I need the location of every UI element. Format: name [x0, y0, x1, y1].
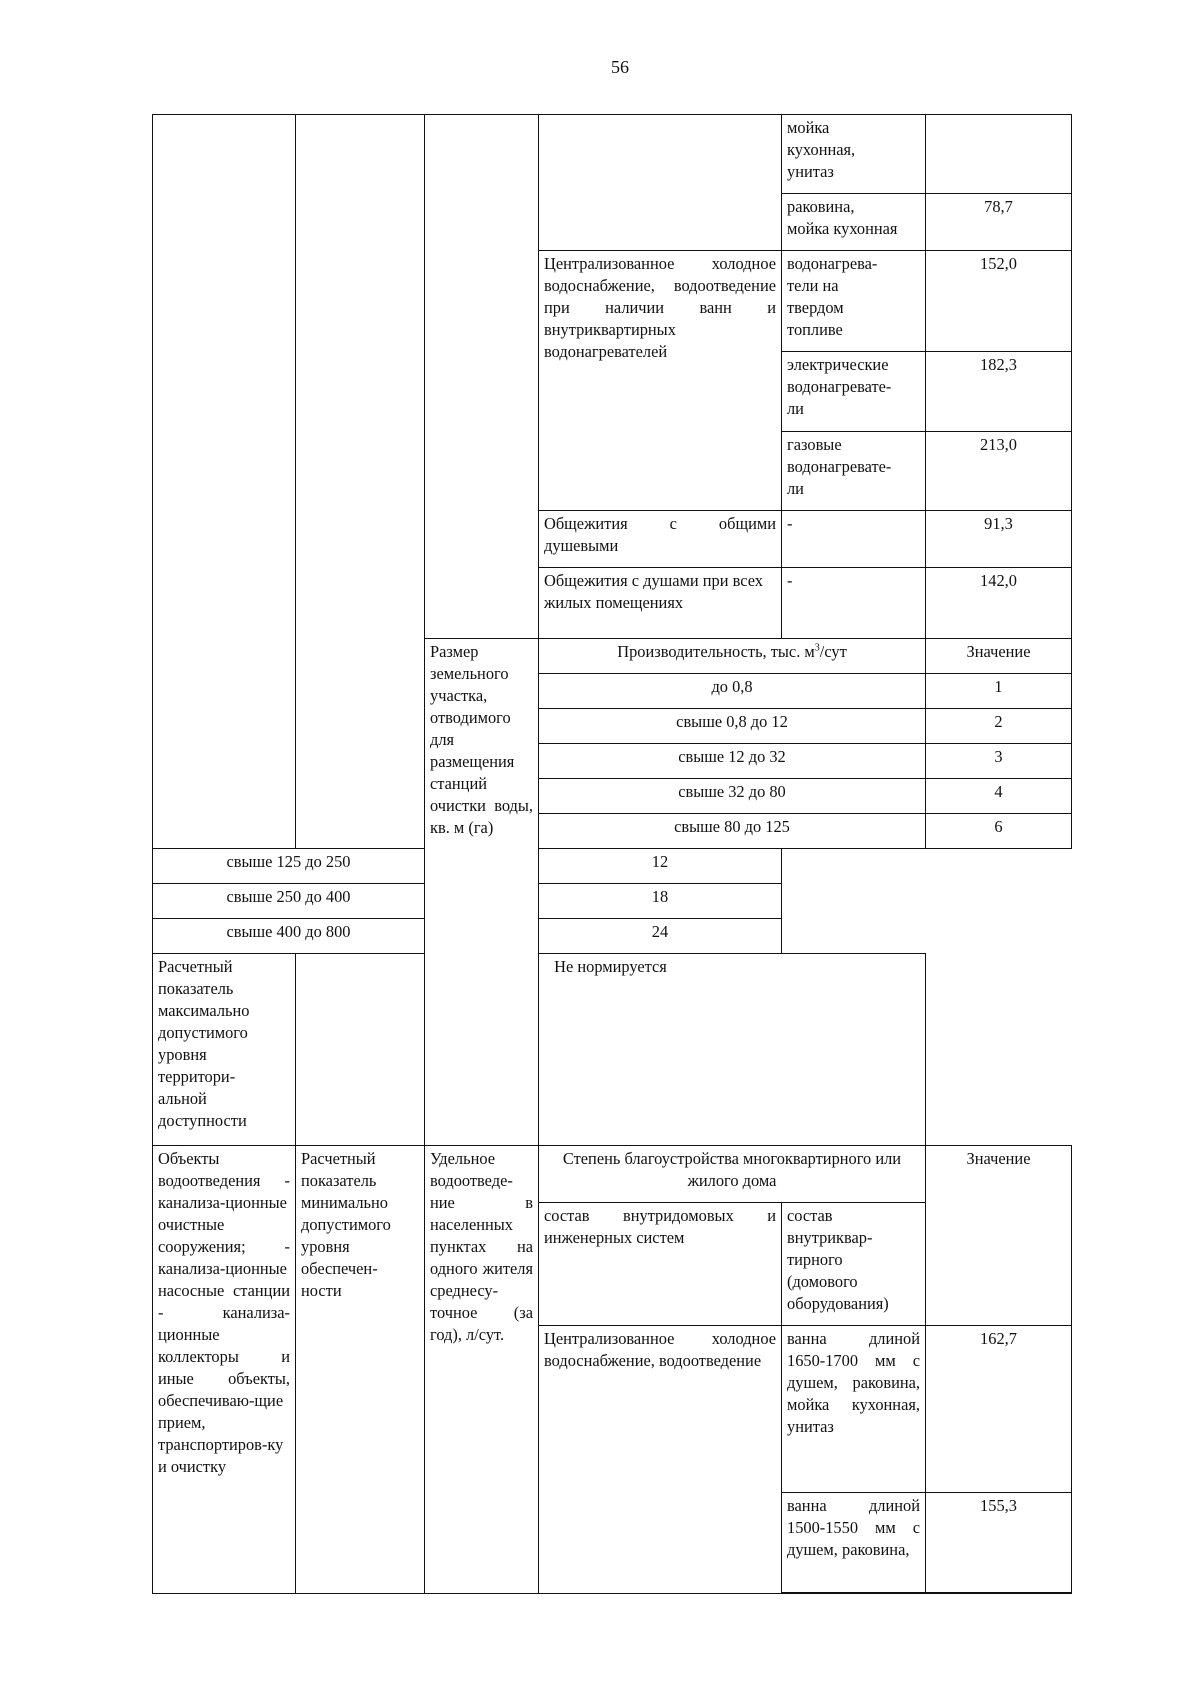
value-cell: 18	[539, 884, 782, 919]
value-header: Значение	[926, 639, 1072, 674]
table-row	[153, 919, 1072, 954]
accessibility-value: Не нормируется	[296, 954, 926, 1146]
table-row	[153, 849, 1072, 884]
value-cell: 6	[926, 814, 1072, 849]
capacity-cell: свыше 250 до 400	[153, 884, 425, 919]
capacity-cell: свыше 32 до 80	[539, 779, 926, 814]
accessibility-label: Расчетный показатель максимально допустимого уровня территори- альной доступности	[153, 954, 296, 1146]
value-cell: 2	[926, 709, 1072, 744]
capacity-header-text: Производительность, тыс. м	[617, 642, 815, 661]
table-row	[153, 1146, 1072, 1203]
description-cell: Централизованное холодное водоснабжение, водоотведение при наличии ванн и внутриквартирных водонагревателей	[539, 251, 782, 511]
capacity-header	[539, 639, 926, 674]
capacity-cell: свыше 0,8 до 12	[539, 709, 926, 744]
value-cell: 4	[926, 779, 1072, 814]
capacity-cell: до 0,8	[539, 674, 926, 709]
capacity-header-unit: /сут	[819, 642, 847, 661]
empty-cell	[926, 1593, 1072, 1594]
wastewater-objects-label: Объекты водоотведения - канализа-ционные очистные сооружения; - канализа-ционные насосные станции - канализа-ционные коллекторы и иные объекты, обеспечиваю-щие прием, транспортиров-ку и очистку	[153, 1146, 296, 1594]
systems-header: состав внутридомовых и инженерных систем	[539, 1203, 782, 1326]
value-cell: 24	[539, 919, 782, 954]
description-cell: Общежития с душами при всех жилых помещениях	[539, 568, 782, 639]
norms-table	[152, 114, 1072, 1594]
capacity-cell: свыше 400 до 800	[153, 919, 425, 954]
equipment-cell: водонагрева- тели на твердом топливе	[782, 251, 926, 352]
empty-cell	[539, 115, 782, 251]
equipment-cell: электрические водонагревате- ли	[782, 352, 926, 432]
capacity-cell: свыше 125 до 250	[153, 849, 425, 884]
equipment-cell: ванна длиной 1650-1700 мм с душем, раковина, мойка кухонная, унитаз	[782, 1326, 926, 1493]
value-cell: 3	[926, 744, 1072, 779]
page-number: 56	[611, 57, 629, 77]
description-cell: Общежития с общими душевыми	[539, 511, 782, 568]
equipment-cell: газовые водонагревате- ли	[782, 432, 926, 511]
capacity-cell: свыше 80 до 125	[539, 814, 926, 849]
empty-cell	[782, 1593, 926, 1594]
land-plot-label: Размер земельного участка, отводимого для размещения станций очистки воды, кв. м (га)	[425, 639, 539, 1146]
value-cell: 91,3	[926, 511, 1072, 568]
empty-cell	[153, 115, 296, 849]
value-cell: 213,0	[926, 432, 1072, 511]
equipment-cell: мойка кухонная, унитаз	[782, 115, 926, 194]
empty-cell	[296, 115, 425, 849]
equipment-cell: раковина, мойка кухонная	[782, 194, 926, 251]
value-cell: 1	[926, 674, 1072, 709]
value-cell: 152,0	[926, 251, 1072, 352]
improvement-header: Степень благоустройства многоквартирного или жилого дома	[539, 1146, 926, 1203]
table-row	[153, 954, 1072, 1146]
value-cell: 182,3	[926, 352, 1072, 432]
capacity-cell: свыше 12 до 32	[539, 744, 926, 779]
capacity-header-sup: 3	[814, 642, 820, 654]
wastewater-specific-label: Удельное водоотведе-ние в населенных пунктах на одного жителя среднесу-точное (за год), л/сут.	[425, 1146, 539, 1594]
equipment-cell: -	[782, 568, 926, 639]
table-row	[153, 115, 1072, 194]
equipment-cell: ванна длиной 1500-1550 мм с душем, раковина,	[782, 1493, 926, 1593]
value-cell: 78,7	[926, 194, 1072, 251]
apartment-header: состав внутриквар- тирного (домового оборудования)	[782, 1203, 926, 1326]
description-cell: Централизованное холодное водоснабжение, водоотведение	[539, 1326, 782, 1594]
value-header: Значение	[926, 1146, 1072, 1326]
value-cell: 155,3	[926, 1493, 1072, 1593]
value-cell: 142,0	[926, 568, 1072, 639]
equipment-cell: -	[782, 511, 926, 568]
table-row	[153, 884, 1072, 919]
value-cell: 162,7	[926, 1326, 1072, 1493]
value-cell	[926, 115, 1072, 194]
value-cell: 12	[539, 849, 782, 884]
wastewater-indicator-label: Расчетный показатель минимально допустимого уровня обеспечен- ности	[296, 1146, 425, 1594]
empty-cell	[425, 115, 539, 639]
